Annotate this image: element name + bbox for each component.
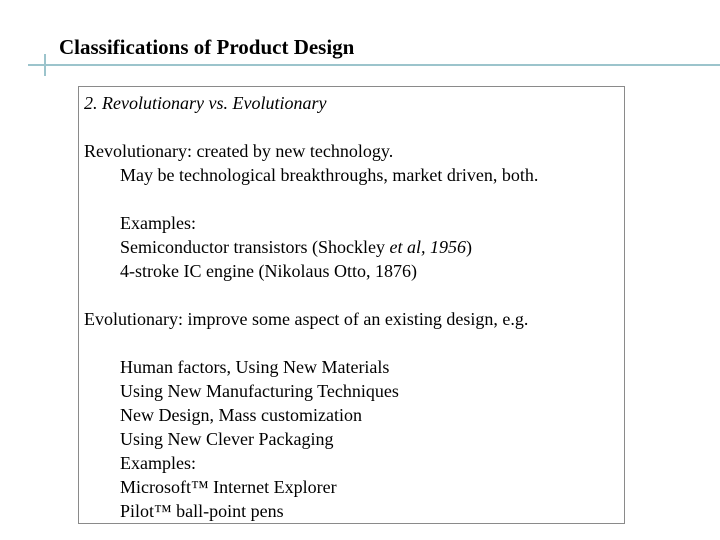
title-tick [44,54,46,76]
example-text: Semiconductor transistors (Shockley [120,237,390,257]
revolutionary-example-engine: 4-stroke IC engine (Nikolaus Otto, 1876) [120,261,417,281]
slide-title: Classifications of Product Design [59,35,355,59]
evolutionary-examples-label: Examples: [120,453,196,473]
evolutionary-item: Human factors, Using New Materials [120,357,390,377]
evolutionary-definition: Evolutionary: improve some aspect of an existing design, e.g. [84,309,529,329]
revolutionary-example-transistors [120,236,472,258]
citation-italic: et al, 1956 [389,237,466,257]
example-text-close: ) [465,237,472,257]
title-underline [28,64,720,66]
evolutionary-example: Pilot™ ball-point pens [120,501,284,521]
evolutionary-item: Using New Clever Packaging [120,429,334,449]
evolutionary-example: Microsoft™ Internet Explorer [120,477,337,497]
section-heading: 2. Revolutionary vs. Evolutionary [84,93,327,113]
evolutionary-item: Using New Manufacturing Techniques [120,381,399,401]
evolutionary-item: New Design, Mass customization [120,405,362,425]
revolutionary-detail: May be technological breakthroughs, market driven, both. [120,165,539,185]
revolutionary-definition: Revolutionary: created by new technology. [84,141,394,161]
revolutionary-examples-label: Examples: [120,213,196,233]
